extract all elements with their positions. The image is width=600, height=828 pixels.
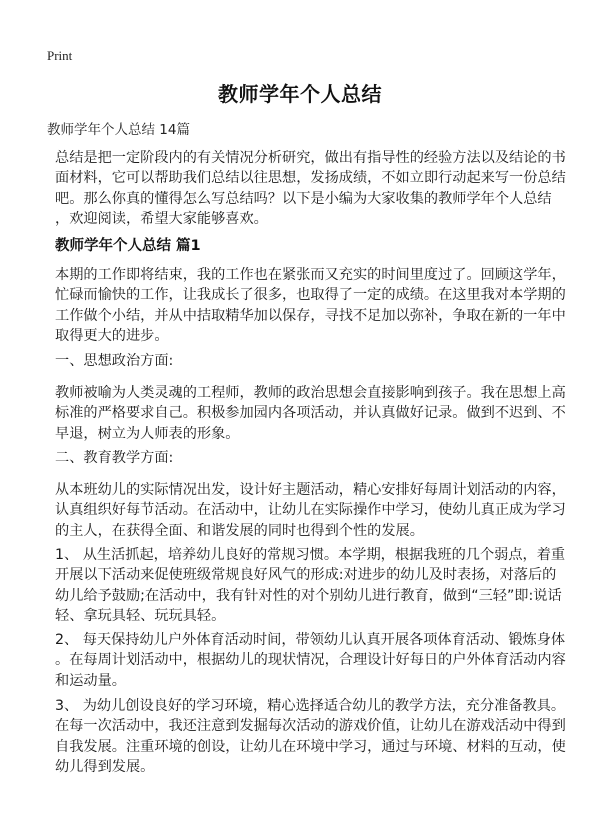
text-line: ，欢迎阅读，希望大家能够喜欢。 bbox=[55, 210, 268, 227]
text-line: 。在每周计划活动中，根据幼儿的现状情况，合理设计好每日的户外体育活动内容 bbox=[55, 652, 566, 669]
part1-title bbox=[55, 351, 555, 371]
text-line: 吧。那么你真的懂得怎么写总结吗？以下是小编为大家收集的教师学年个人总结 bbox=[55, 190, 552, 207]
text-line: 二、教育教学方面: bbox=[55, 450, 174, 466]
text-line: 标准的严格要求自己。积极参加园内各项活动，并认真做好记录。做到不迟到、不 bbox=[55, 405, 566, 422]
text-line: 自我发展。注重环境的创设，让幼儿在环境中学习，通过与环境、材料的互动，使 bbox=[55, 738, 566, 755]
text-line: 取得更大的进步。 bbox=[55, 327, 169, 344]
text-line: 一、思想政治方面: bbox=[55, 353, 174, 369]
text-line: 总结是把一定阶段内的有关情况分析研究，做出有指导性的经验方法以及结论的书 bbox=[55, 150, 566, 166]
text-line: 忙碌而愉快的工作，让我成长了很多，也取得了一定的成绩。在这里我对本学期的 bbox=[55, 287, 566, 304]
document-title: 教师学年个人总结 bbox=[218, 82, 382, 106]
item1-paragraph bbox=[55, 545, 566, 626]
text-line: 在每一次活动中，我还注意到发掘每次活动的游戏价值，让幼儿在游戏活动中得到 bbox=[55, 718, 566, 735]
intro-paragraph bbox=[55, 148, 566, 229]
document-subtitle: 教师学年个人总结 14篇 bbox=[47, 122, 190, 138]
section-heading: 教师学年个人总结 篇1 bbox=[55, 238, 201, 254]
text-line: 幼儿给予鼓励;在活动中，我有针对性的对个别幼儿进行教育，做到“三轻”即:说话 bbox=[55, 587, 562, 604]
print-link[interactable]: Print bbox=[47, 48, 73, 63]
text-line: 的主人，在获得全面、和谐发展的同时也得到个性的发展。 bbox=[55, 522, 424, 539]
item2-paragraph bbox=[55, 630, 566, 691]
text-line: 早退，树立为人师表的形象。 bbox=[55, 425, 240, 442]
text-line: 和运动量。 bbox=[55, 672, 126, 689]
part1-body bbox=[55, 383, 566, 444]
opening-paragraph bbox=[55, 265, 566, 346]
text-line: 2、 每天保持幼儿户外体育活动时间，带领幼儿认真开展各项体育活动、锻炼身体 bbox=[55, 632, 566, 648]
text-line: 1、 从生活抓起，培养幼儿良好的常规习惯。本学期，根据我班的几个弱点，着重 bbox=[55, 547, 566, 563]
text-line: 从本班幼儿的实际情况出发，设计好主题活动，精心安排好每周计划活动的内容， bbox=[55, 482, 566, 498]
item3-paragraph bbox=[55, 696, 566, 777]
text-line: 幼儿得到发展。 bbox=[55, 758, 155, 775]
text-line: 本期的工作即将结束，我的工作也在紧张而又充实的时间里度过了。回顾这学年， bbox=[55, 267, 566, 283]
text-line: 面材料，它可以帮助我们总结以往思想，发扬成绩，不如立即行动起来写一份总结 bbox=[55, 170, 566, 187]
text-line: 3、 为幼儿创设良好的学习环境，精心选择适合幼儿的教学方法，充分准备教具。 bbox=[55, 698, 566, 714]
part2-title bbox=[55, 448, 555, 468]
text-line: 认真组织好每节活动。在活动中，让幼儿在实际操作中学习，使幼儿真正成为学习 bbox=[55, 502, 566, 519]
text-line: 轻、拿玩具轻、玩玩具轻。 bbox=[55, 607, 226, 624]
text-line: 开展以下活动来促使班级常规良好风气的形成:对进步的幼儿及时表扬，对落后的 bbox=[55, 567, 557, 584]
text-line: 工作做个小结，并从中拮取精华加以保存，寻找不足加以弥补，争取在新的一年中 bbox=[55, 307, 566, 324]
part2-body bbox=[55, 480, 566, 541]
text-line: 教师被喻为人类灵魂的工程师，教师的政治思想会直接影响到孩子。我在思想上高 bbox=[55, 385, 566, 401]
